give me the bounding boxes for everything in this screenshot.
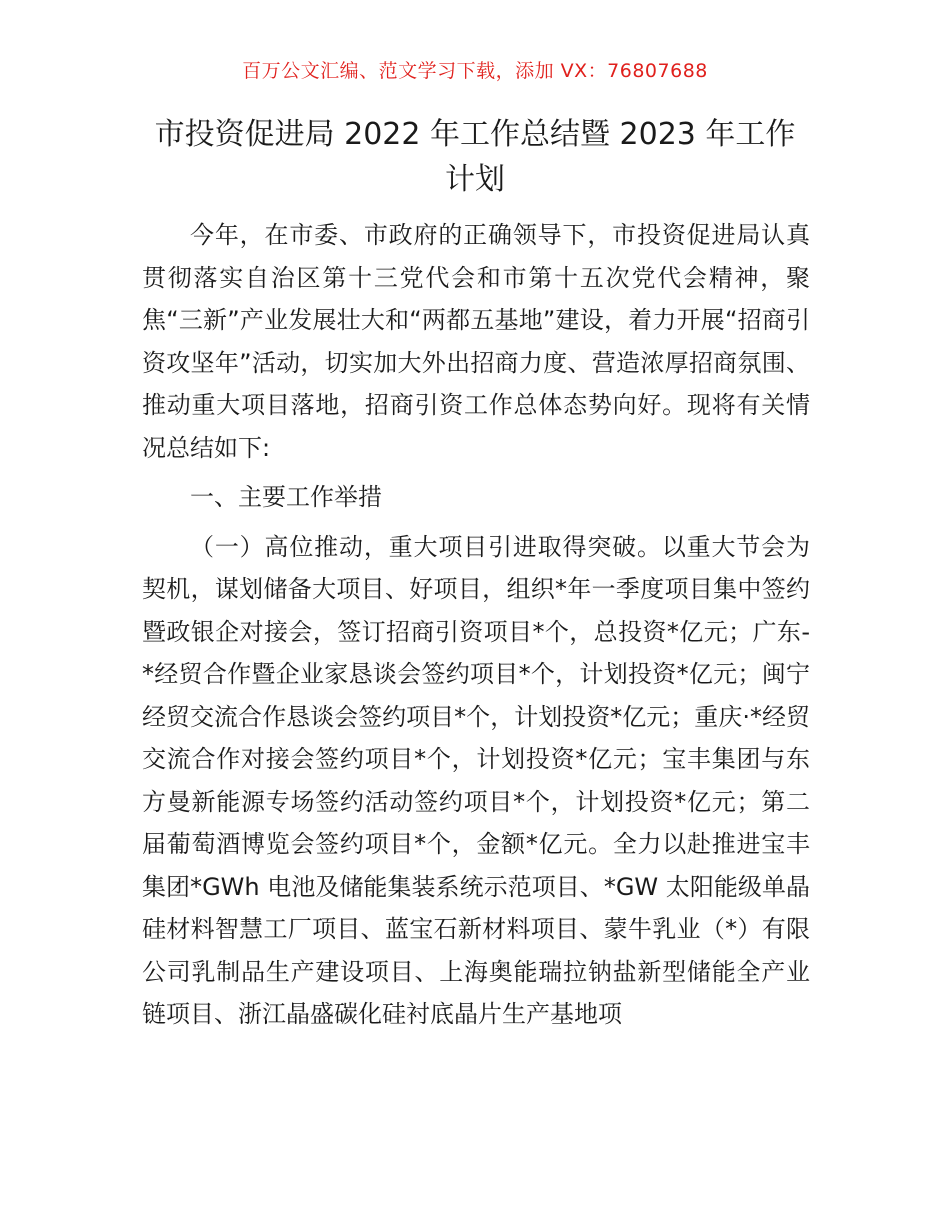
document-title: 市投资促进局 2022 年工作总结暨 2023 年工作计划 xyxy=(154,117,796,197)
watermark-header: 百万公文汇编、范文学习下载，添加 VX：76807688 xyxy=(242,60,708,82)
section-heading: 一、主要工作举措 xyxy=(190,483,382,511)
subsection-paragraph: （一）高位推动，重大项目引进取得突破。以重大节会为契机，谋划储备大项目、好项目，组织*年一季度项目集中签约暨政银企对接会，签订招商引资项目*个，总投资*亿元；广东-*经贸合作暨企业家恳谈会签约项目*个，计划投资*亿元；闽宁经贸交流合作恳谈会签约项目*个，计划投资*亿元；重庆·*经贸交流合作对接会签约项目*个，计划投资*亿元；宝丰集团与东方曼新能源专场签约活动签约项目*个，计划投资*亿元；第二届葡萄酒博览会签约项目*个，金额*亿元。全力以赴推进宝丰集团*GWh 电池及储能集装系统示范项目、*GW 太阳能级单晶硅材料智慧工厂项目、蓝宝石新材料项目、蒙牛乳业（*）有限公司乳制品生产建设项目、上海奥能瑞拉钠盐新型储能全产业链项目、浙江晶盛碳化硅衬底晶片生产基地项 xyxy=(142,532,810,1028)
document-body xyxy=(142,214,810,1036)
intro-paragraph: 今年，在市委、市政府的正确领导下，市投资促进局认真贯彻落实自治区第十三党代会和市第十五次党代会精神，聚焦“三新”产业发展壮大和“两都五基地”建设，着力开展“招商引资攻坚年”活动，切实加大外出招商力度、营造浓厚招商氛围、推动重大项目落地，招商引资工作总体态势向好。现将有关情况总结如下: xyxy=(142,221,810,462)
